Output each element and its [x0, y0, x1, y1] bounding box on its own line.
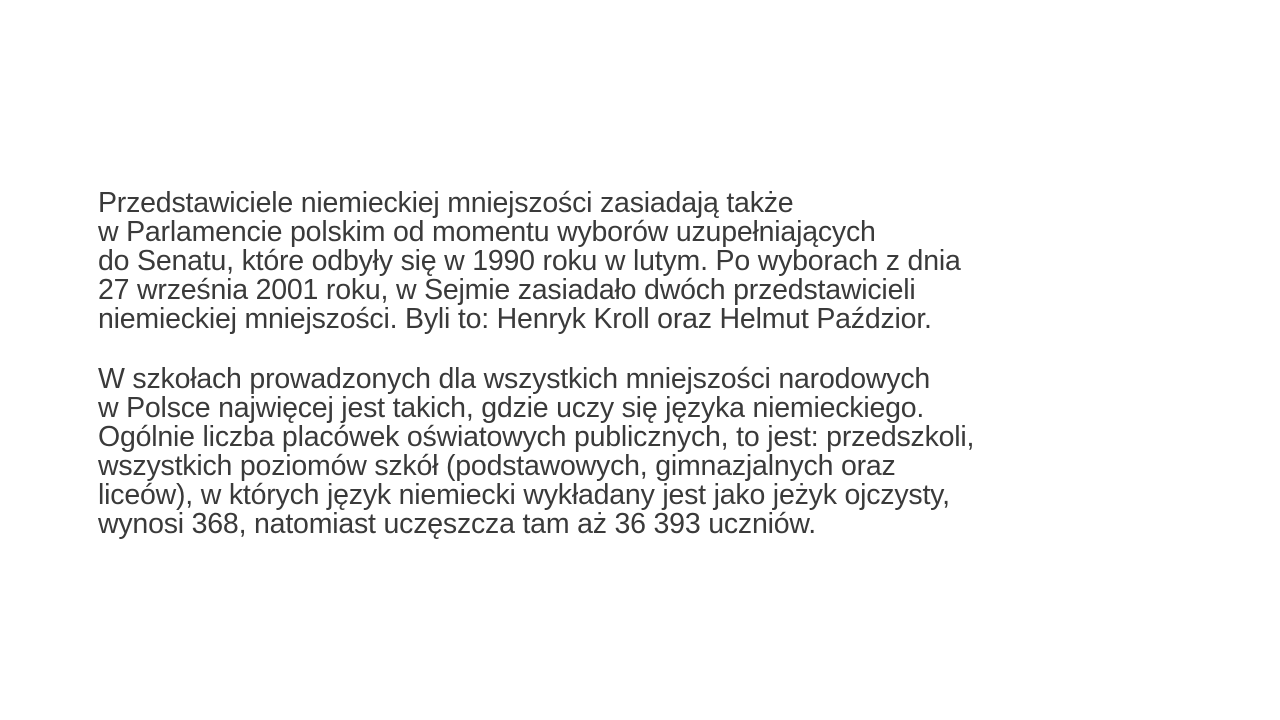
text-line: niemieckiej mniejszości. Byli to: Henryk Kroll oraz Helmut Paździor. [98, 303, 932, 335]
text-line: Przedstawiciele niemieckiej mniejszości zasiadają także [98, 187, 794, 219]
text-line: Ogólnie liczba placówek oświatowych publicznych, to jest: przedszkoli, [98, 421, 975, 453]
slide-body-text [98, 189, 1218, 539]
text-line: wszystkich poziomów szkół (podstawowych, gimnazjalnych oraz [98, 450, 896, 482]
paragraph-german-language-schools [98, 365, 1218, 539]
text-line: w Parlamencie polskim od momentu wyborów uzupełniających [98, 216, 876, 248]
text-line: W szkołach prowadzonych dla wszystkich mniejszości narodowych [98, 363, 931, 395]
text-line: w Polsce najwięcej jest takich, gdzie uczy się języka niemieckiego. [98, 392, 925, 424]
text-line: wynosi 368, natomiast uczęszcza tam aż 36 393 uczniów. [98, 508, 816, 540]
paragraph-german-minority-parliament [98, 189, 1218, 334]
text-line: liceów), w których język niemiecki wykładany jest jako jeżyk ojczysty, [98, 479, 950, 511]
text-line: 27 września 2001 roku, w Sejmie zasiadało dwóch przedstawicieli [98, 274, 916, 306]
text-line: do Senatu, które odbyły się w 1990 roku w lutym. Po wyborach z dnia [98, 245, 961, 277]
